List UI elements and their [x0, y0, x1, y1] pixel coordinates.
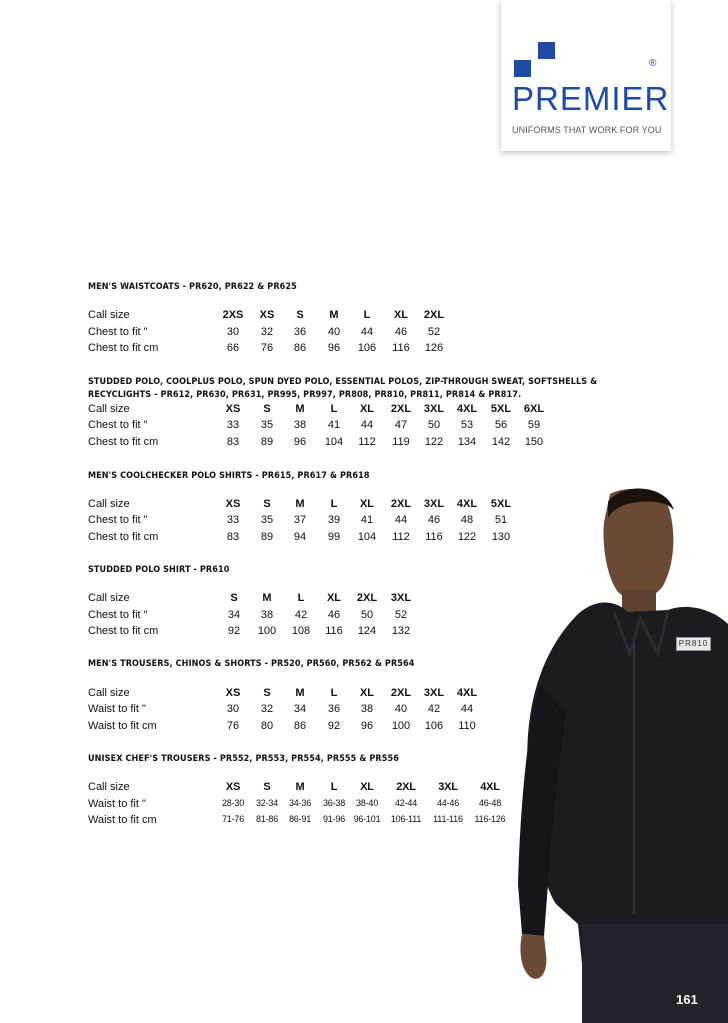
table-cell: 104 [324, 436, 344, 448]
table-cell: 132 [391, 625, 411, 637]
table-row [88, 720, 528, 736]
table-cell: 2XL [423, 309, 445, 321]
table-cell: 3XL [423, 403, 445, 415]
row-label: Chest to fit cm [88, 625, 159, 637]
table-cell: XS [225, 498, 241, 510]
table-cell: 39 [327, 514, 341, 526]
table-cell: 116 [392, 342, 410, 354]
table-row [88, 814, 528, 830]
row-label: Chest to fit cm [88, 436, 159, 448]
table-cell: 94 [293, 531, 307, 543]
table-cell: 4XL [456, 687, 478, 699]
table-cell: 30 [226, 326, 240, 338]
table-cell: 91-96 [322, 814, 346, 824]
table-cell: 106 [424, 720, 444, 732]
table-cell: 40 [327, 326, 341, 338]
table-cell: S [230, 592, 238, 604]
table-cell: 89 [260, 531, 274, 543]
table-row [88, 403, 545, 419]
table-cell: 44 [394, 514, 408, 526]
table-cell: 89 [260, 436, 274, 448]
table-cell: 37 [293, 514, 307, 526]
table-cell: 130 [491, 531, 511, 543]
table-cell: M [329, 309, 339, 321]
table-cell: XS [225, 687, 241, 699]
table-cell: 33 [226, 419, 240, 431]
table-cell: 42 [427, 703, 441, 715]
table-cell: 116-126 [474, 814, 506, 824]
table-cell: L [330, 498, 338, 510]
row-label: Waist to fit " [88, 798, 146, 810]
product-tag: PR810 [676, 637, 711, 651]
table-cell: 111-116 [433, 814, 463, 824]
table-cell: 4XL [456, 403, 478, 415]
table-cell: XL [359, 687, 375, 699]
table-cell: XL [359, 498, 375, 510]
table-cell: L [330, 687, 338, 699]
table-cell: 50 [427, 419, 441, 431]
table-cell: 96 [293, 436, 307, 448]
table-cell: 53 [460, 419, 474, 431]
table-cell: S [263, 687, 271, 699]
table-cell: 34-36 [288, 798, 312, 808]
table-heading: STUDDED POLO SHIRT - PR610 [88, 565, 230, 575]
table-heading: UNISEX CHEF'S TROUSERS - PR552, PR553, PR554, PR555 & PR556 [88, 754, 399, 764]
table-cell: M [295, 498, 305, 510]
brand-tagline: UNIFORMS THAT WORK FOR YOU [512, 125, 662, 135]
table-cell: 71-76 [221, 814, 245, 824]
table-cell: 59 [527, 419, 541, 431]
table-cell: 83 [226, 436, 240, 448]
table-cell: 104 [357, 531, 377, 543]
row-label: Chest to fit " [88, 609, 148, 621]
table-heading: MEN'S WAISTCOATS - PR620, PR622 & PR625 [88, 282, 297, 292]
table-cell: 142 [491, 436, 511, 448]
table-cell: M [295, 403, 305, 415]
table-cell: 92 [327, 720, 341, 732]
table-cell: 46 [327, 609, 341, 621]
table-cell: 100 [391, 720, 411, 732]
row-label: Chest to fit " [88, 514, 148, 526]
table-cell: 2XL [396, 781, 416, 793]
table-cell: M [295, 687, 305, 699]
table-heading: MEN'S COOLCHECKER POLO SHIRTS - PR615, PR617 & PR618 [88, 471, 370, 481]
table-cell: L [330, 781, 338, 793]
table-cell: 150 [524, 436, 544, 448]
row-label: Chest to fit " [88, 326, 148, 338]
table-cell: 119 [392, 436, 410, 448]
table-cell: 47 [394, 419, 408, 431]
table-cell: 32 [260, 703, 274, 715]
table-cell: 66 [226, 342, 240, 354]
table-cell: 2XL [356, 592, 378, 604]
table-cell: 46 [427, 514, 441, 526]
table-cell: 126 [424, 342, 444, 354]
table-cell: 56 [494, 419, 508, 431]
table-cell: 6XL [523, 403, 545, 415]
table-row [88, 498, 528, 514]
table-cell: 34 [293, 703, 307, 715]
row-label: Call size [88, 781, 130, 793]
table-cell: XS [225, 403, 241, 415]
table-cell: 33 [226, 514, 240, 526]
registered-mark: ® [649, 58, 657, 69]
table-cell: 44 [360, 326, 374, 338]
table-row [88, 609, 528, 625]
table-cell: 32-34 [255, 798, 279, 808]
table-cell: 28-30 [221, 798, 245, 808]
table-cell: 99 [327, 531, 341, 543]
table-cell: 76 [260, 342, 274, 354]
table-cell: 134 [457, 436, 477, 448]
row-label: Chest to fit cm [88, 342, 159, 354]
table-cell: 41 [360, 514, 374, 526]
row-label: Waist to fit cm [88, 814, 157, 826]
table-cell: 81-86 [255, 814, 279, 824]
table-cell: 5XL [490, 403, 512, 415]
row-label: Chest to fit cm [88, 531, 159, 543]
table-cell: 3XL [390, 592, 412, 604]
table-cell: 46 [394, 326, 408, 338]
table-cell: 83 [226, 531, 240, 543]
table-cell: 2XL [390, 403, 412, 415]
table-cell: 38 [293, 419, 307, 431]
table-cell: M [295, 781, 305, 793]
table-cell: 3XL [438, 781, 458, 793]
table-cell: 100 [257, 625, 277, 637]
table-cell: XS [259, 309, 275, 321]
table-cell: L [363, 309, 371, 321]
table-cell: 4XL [456, 498, 478, 510]
table-cell: 42 [294, 609, 308, 621]
table-cell: 124 [357, 625, 377, 637]
table-cell: XL [359, 403, 375, 415]
row-label: Waist to fit " [88, 703, 146, 715]
table-cell: 34 [227, 609, 241, 621]
table-cell: 36 [327, 703, 341, 715]
row-label: Call size [88, 309, 130, 321]
table-cell: 96-101 [353, 814, 381, 824]
table-cell: 44-46 [436, 798, 460, 808]
table-cell: XL [393, 309, 409, 321]
brand-name: PREMIER [512, 80, 670, 117]
table-cell: XS [225, 781, 241, 793]
row-label: Call size [88, 403, 130, 415]
table-cell: 40 [394, 703, 408, 715]
table-cell: 48 [460, 514, 474, 526]
row-label: Call size [88, 498, 130, 510]
table-row [88, 687, 528, 703]
table-cell: 116 [325, 625, 343, 637]
table-cell: 38 [360, 703, 374, 715]
table-cell: 108 [291, 625, 311, 637]
table-row [88, 342, 528, 358]
table-cell: 112 [358, 436, 376, 448]
table-cell: L [297, 592, 305, 604]
table-cell: 80 [260, 720, 274, 732]
row-label: Waist to fit cm [88, 720, 157, 732]
table-row [88, 798, 528, 814]
table-cell: 112 [392, 531, 410, 543]
table-cell: 122 [457, 531, 477, 543]
table-row [88, 703, 528, 719]
table-cell: S [263, 403, 271, 415]
table-cell: S [296, 309, 304, 321]
table-heading: MEN'S TROUSERS, CHINOS & SHORTS - PR520, PR560, PR562 & PR564 [88, 659, 415, 669]
table-cell: 50 [360, 609, 374, 621]
table-cell: 46-48 [478, 798, 502, 808]
table-cell: 86-91 [288, 814, 312, 824]
table-cell: 110 [458, 720, 476, 732]
table-cell: XL [360, 781, 374, 793]
table-cell: 42-44 [394, 798, 418, 808]
table-heading: STUDDED POLO, COOLPLUS POLO, SPUN DYED POLO, ESSENTIAL POLOS, ZIP-THROUGH SWEAT, SOFTSHELLS & RECYCLIGHTS - PR612, PR630, PR631, PR995, PR997, PR808, PR810, PR811, PR814 & PR817. [88, 377, 598, 400]
table-cell: XL [326, 592, 342, 604]
table-cell: 3XL [423, 687, 445, 699]
table-cell: 76 [226, 720, 240, 732]
table-row [88, 436, 544, 452]
table-cell: 86 [293, 342, 307, 354]
table-cell: 122 [424, 436, 444, 448]
table-cell: 116 [425, 531, 443, 543]
table-cell: 35 [260, 419, 274, 431]
row-label: Call size [88, 592, 130, 604]
table-cell: 41 [327, 419, 341, 431]
row-label: Chest to fit " [88, 419, 148, 431]
table-cell: 96 [327, 342, 341, 354]
table-cell: 44 [360, 419, 374, 431]
table-row [88, 592, 528, 608]
table-cell: 2XL [390, 687, 412, 699]
table-cell: 4XL [480, 781, 500, 793]
table-cell: 3XL [423, 498, 445, 510]
table-cell: 51 [494, 514, 508, 526]
table-cell: S [263, 781, 271, 793]
table-cell: 52 [427, 326, 441, 338]
table-cell: 96 [360, 720, 374, 732]
table-cell: 44 [460, 703, 474, 715]
table-cell: S [263, 498, 271, 510]
table-cell: 106 [357, 342, 377, 354]
table-row [88, 531, 528, 547]
page-number: 161 [676, 992, 698, 1007]
table-cell: 106-111 [390, 814, 422, 824]
table-cell: 35 [260, 514, 274, 526]
table-row [88, 326, 528, 342]
table-cell: M [262, 592, 272, 604]
table-cell: 36 [293, 326, 307, 338]
table-row [88, 781, 528, 797]
table-row [88, 514, 528, 530]
row-label: Call size [88, 687, 130, 699]
table-row [88, 309, 528, 325]
table-cell: L [330, 403, 338, 415]
table-cell: 5XL [490, 498, 512, 510]
table-row [88, 419, 541, 435]
table-cell: 32 [260, 326, 274, 338]
table-row [88, 625, 528, 641]
table-cell: 2XS [222, 309, 244, 321]
table-cell: 38 [260, 609, 274, 621]
table-cell: 2XL [390, 498, 412, 510]
table-cell: 30 [226, 703, 240, 715]
table-cell: 86 [293, 720, 307, 732]
table-cell: 36-38 [322, 798, 346, 808]
table-cell: 38-40 [355, 798, 379, 808]
table-cell: 92 [227, 625, 241, 637]
table-cell: 52 [394, 609, 408, 621]
